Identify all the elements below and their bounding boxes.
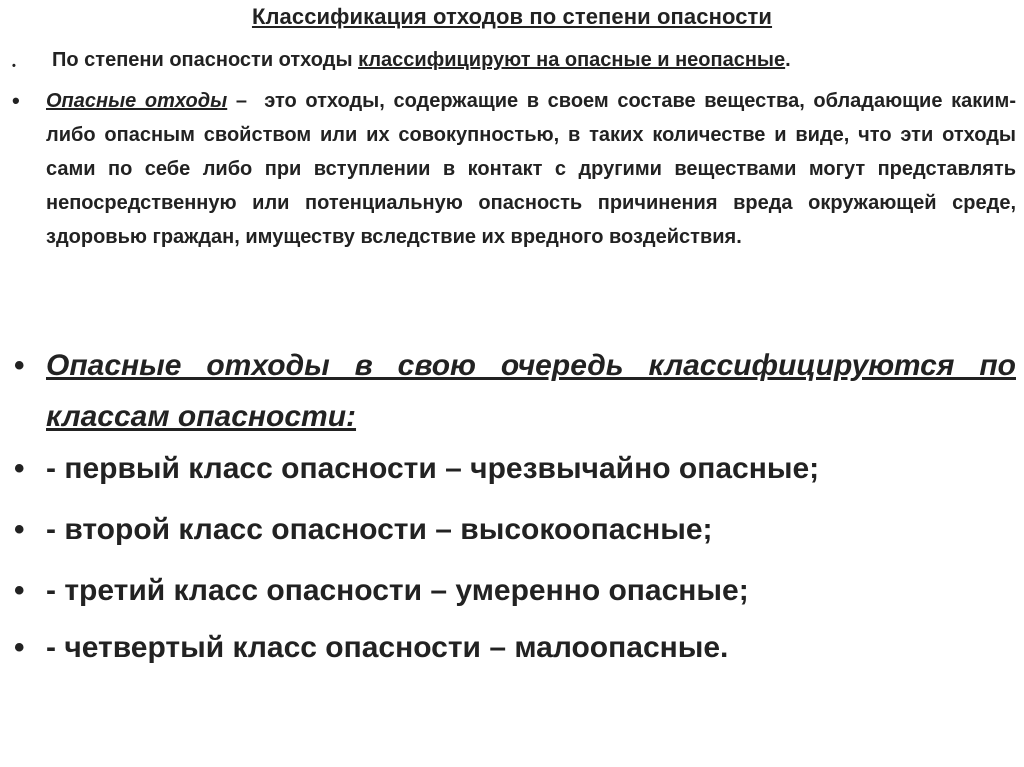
bullet-icon: • [14,349,25,382]
intro-underlined: классифицируют на опасные и неопасные [358,49,786,71]
definition-text [46,84,1016,254]
class-item-text: - второй класс опасности – высокоопасные; [46,513,713,546]
bullet-icon: • [14,574,25,607]
intro-text [52,43,1012,77]
bullet-icon: • [14,513,25,546]
definition-dash: – [227,90,265,112]
class-item-text: - первый класс опасности – чрезвычайно опасные; [46,452,820,485]
slide-title: Классификация отходов по степени опасности [251,4,773,29]
bullet-icon: • [14,452,25,485]
definition-body: это отходы, содержащие в своем составе вещества, обладающие каким-либо опасным свойством или их совокупностью, в таких количестве и виде, что эти отходы сами по себе либо при вступлении в контакт с другими веществами могут представлять непосредственную или потенциальную опасность причинения вреда окружающей среде, здоровью граждан, имуществу вследствие их вредного воздействия. [46,90,1016,248]
bullet-icon: • [12,88,20,113]
class-item-text: - третий класс опасности – умеренно опасные; [46,574,749,607]
intro-suffix: . [785,49,791,71]
bullet-icon: • [12,60,16,72]
bullet-icon: • [14,631,25,664]
class-item-text: - четвертый класс опасности – малоопасные. [46,631,729,664]
definition-term: Опасные отходы [46,90,228,112]
intro-prefix: По степени опасности отходы [52,49,359,71]
classification-heading: Опасные отходы в свою очередь классифицируются по классам опасности: [46,349,1016,433]
